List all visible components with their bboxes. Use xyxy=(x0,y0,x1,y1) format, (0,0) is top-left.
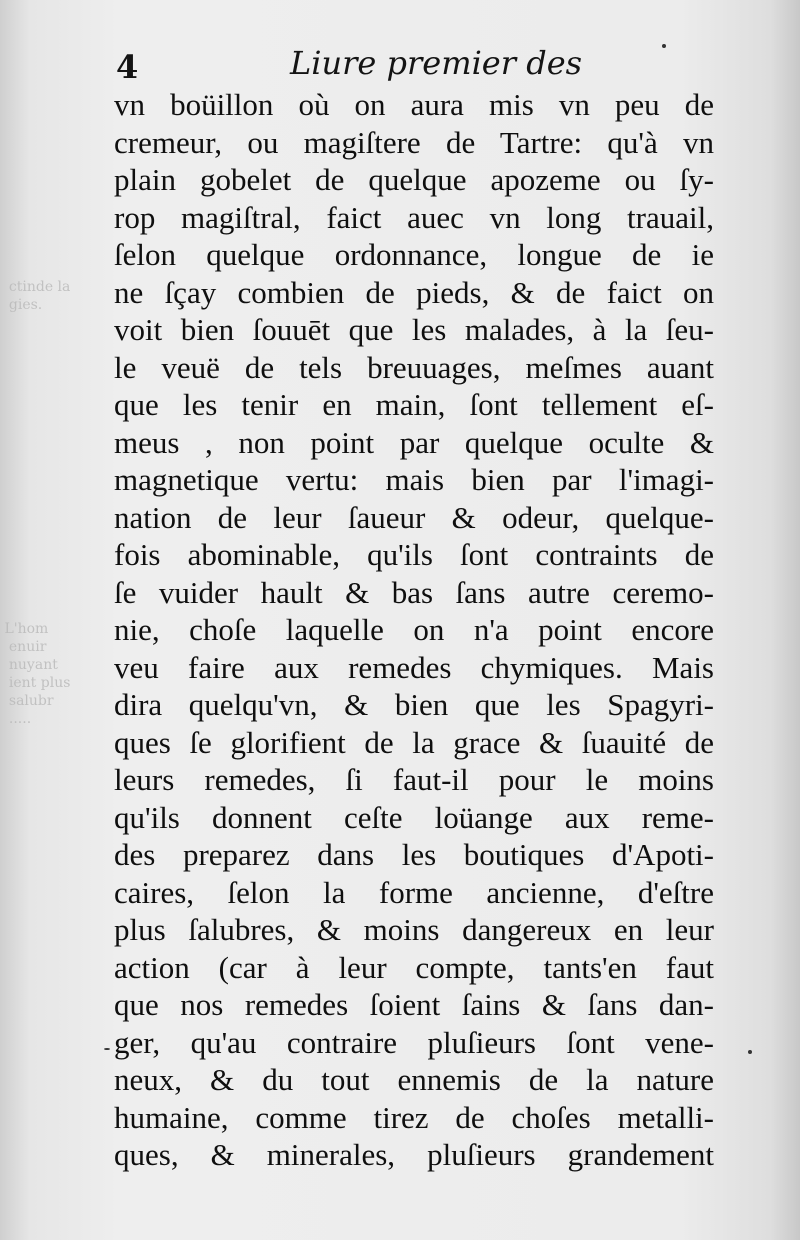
text-line: qu'ils donnent ceſte loüange aux reme- xyxy=(114,799,714,835)
text-line: leurs remedes, ſi faut-il pour le moins xyxy=(114,762,714,797)
text-line: que nos remedes ſoient ſains & ſans dan- xyxy=(114,987,714,1022)
text-line: des preparez dans les boutiques d'Apoti- xyxy=(114,837,714,872)
text-line: action (car à leur compte, tants'en faut xyxy=(114,949,714,985)
text-line: ger, qu'au contraire pluſieurs ſont vene- xyxy=(114,1024,714,1060)
bleed-through-text: L'hom enuir nuyant ient plus salubr ..... xyxy=(4,621,71,727)
text-line: ques ſe glorifient de la grace & ſuauité de xyxy=(114,724,714,760)
text-line: nation de leur ſaueur & odeur, quelque- xyxy=(114,499,714,535)
text-line: meus , non point par quelque oculte & xyxy=(114,424,714,460)
body-text xyxy=(114,86,714,1174)
text-line: fois abominable, qu'ils ſont contraints de xyxy=(114,537,714,572)
text-line: ſelon quelque ordonnance, longue de ie xyxy=(114,237,714,272)
page-header xyxy=(110,40,710,84)
text-line: plain gobelet de quelque apozeme ou ſy- xyxy=(114,162,714,197)
text-line: ques, & minerales, pluſieurs grandement xyxy=(114,1137,714,1172)
ink-speck xyxy=(104,1048,110,1050)
text-line: le veuë de tels breuuages, meſmes auant xyxy=(114,349,714,385)
text-line: humaine, comme tirez de choſes metalli- xyxy=(114,1099,714,1135)
text-line: nie, choſe laquelle on n'a point encore xyxy=(114,612,714,647)
ink-speck xyxy=(662,44,666,48)
text-line: neux, & du tout ennemis de la nature xyxy=(114,1062,714,1097)
text-line: caires, ſelon la forme ancienne, d'eſtre xyxy=(114,874,714,910)
text-line: rop magiſtral, faict auec vn long trauail, xyxy=(114,199,714,235)
text-line: plus ſalubres, & moins dangereux en leur xyxy=(114,912,714,947)
text-line: dira quelqu'vn, & bien que les Spagyri- xyxy=(114,687,714,722)
ink-speck xyxy=(748,1050,752,1054)
running-head: Liure premier des xyxy=(290,44,583,82)
bleed-through-text: ctinde la gies. xyxy=(8,279,71,313)
text-line: veu faire aux remedes chymiques. Mais xyxy=(114,649,714,685)
text-line: magnetique vertu: mais bien par l'imagi- xyxy=(114,462,714,497)
text-line: ne ſçay combien de pieds, & de faict on xyxy=(114,274,714,310)
text-line: que les tenir en main, ſont tellement eſ- xyxy=(114,387,714,422)
text-line: voit bien ſouuēt que les malades, à la ſeu- xyxy=(114,312,714,347)
text-line: ſe vuider hault & bas ſans autre ceremo- xyxy=(114,574,714,610)
page-number: 4 xyxy=(116,48,139,86)
text-line: cremeur, ou magiſtere de Tartre: qu'à vn xyxy=(114,124,714,160)
text-line: vn boüillon où on aura mis vn peu de xyxy=(114,87,714,122)
